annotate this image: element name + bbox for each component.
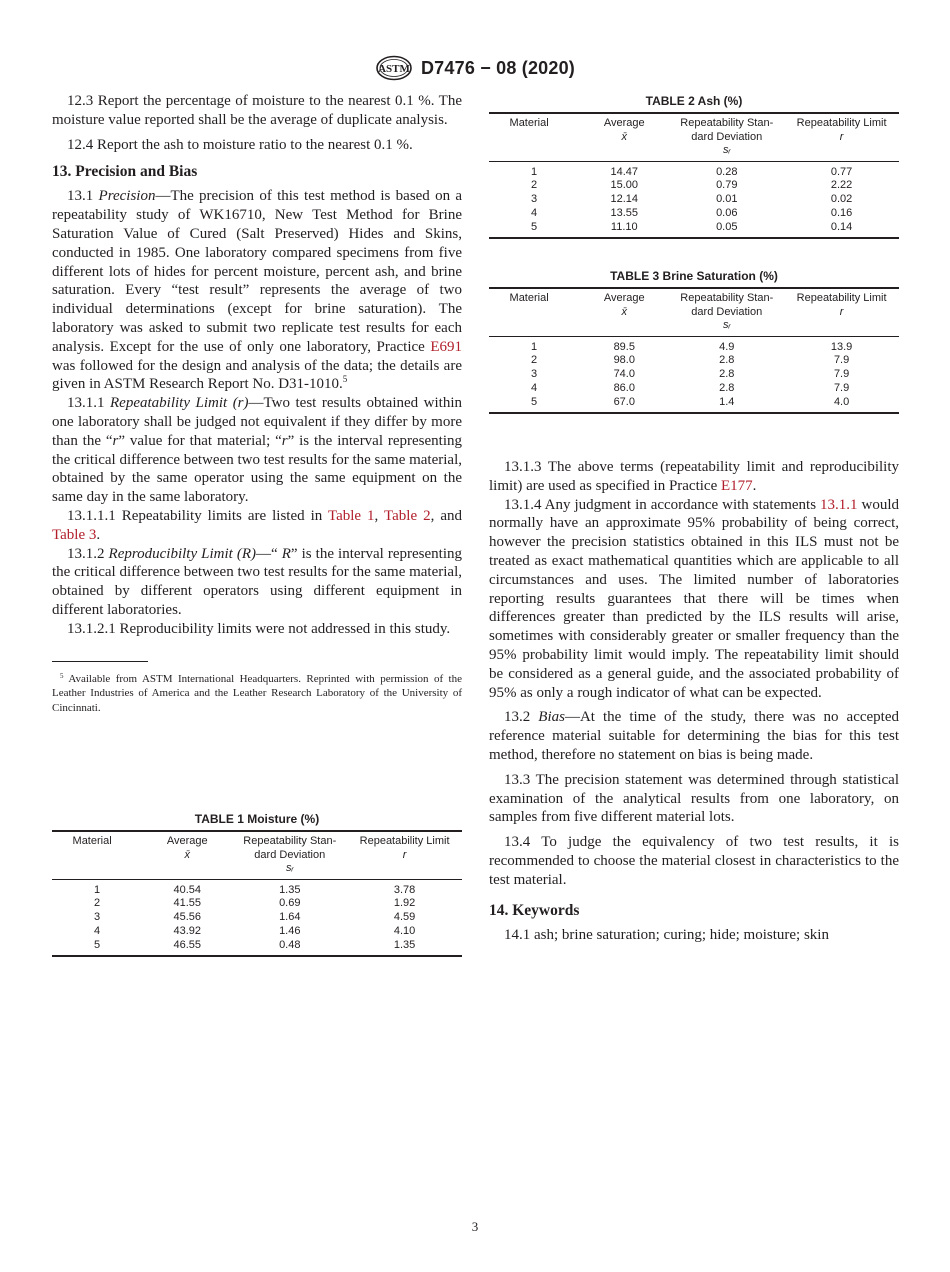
term-precision: Precision <box>98 188 156 205</box>
table-row: 3 74.0 2.8 7.9 <box>531 368 850 381</box>
col-header-average: Average x̄ <box>603 292 645 318</box>
table-row: 3 45.56 1.64 4.59 <box>94 911 416 924</box>
section-heading-14: 14. Keywords <box>489 901 580 919</box>
col-header-material: Material <box>72 835 112 847</box>
link-13-1-1[interactable]: 13.1.1 <box>820 496 858 513</box>
link-table-3[interactable]: Table 3 <box>52 526 97 543</box>
document-id: D7476 − 08 (2020) <box>420 57 575 78</box>
para-13-1-4: 13.1.4 Any judgment in accordance with statements 13.1.1 would normally have an approximate 95% probability of being correct, however the precision statistics obtained in this ILS must not be treated as exact mathematical quantities which are applicable to all circumstances and uses. The limited number of laboratories reporting results guarantees that there will be times when differences greater than predicted by the ILS results will arise, sometimes with considerably greater or smaller frequency than the 95% probability limit would imply. The repeatability limit should be considered as a general guide, and the associated probability of 95% as only a rough indicator of what can be expected. <box>489 496 899 701</box>
col-header-average: Average x̄ <box>166 835 208 861</box>
para-13-3: 13.3 The precision statement was determined through statistical examination of the analytical results from one laboratory, on samples from five different material lots. <box>489 771 899 826</box>
para-13-4: 13.4 To judge the equivalency of two test results, it is recommended to choose the material closest in characteristics to the test material. <box>489 834 899 888</box>
term-bias: Bias <box>538 709 565 726</box>
section-heading-13: 13. Precision and Bias <box>52 163 198 181</box>
table-row: 2 98.0 2.8 7.9 <box>531 354 850 367</box>
col-header-limit: Repeatability Limit r <box>796 117 887 143</box>
col-header-material: Material <box>509 117 549 129</box>
term-repeatability-limit: Repeatability Limit (r) <box>110 395 249 412</box>
table-row: 5 46.55 0.48 1.35 <box>94 938 416 951</box>
table-3-brine-saturation <box>489 269 899 414</box>
table-row: 1 40.54 1.35 3.78 <box>94 883 416 896</box>
para-13-1-2-1: 13.1.2.1 Reproducibility limits were not addressed in this study. <box>67 620 451 637</box>
page-header <box>0 54 950 84</box>
link-e691[interactable]: E691 <box>430 338 462 355</box>
table-2-grid <box>489 112 899 239</box>
para-13-2: 13.2 Bias—At the time of the study, there was no accepted reference material suitable for determining the bias for this test method, therefore no statement on bias is being made. <box>489 709 899 763</box>
para-13-1-1-1: 13.1.1.1 Repeatability limits are listed in Table 1, Table 2, and Table 3. <box>52 507 462 543</box>
term-reproducibility-limit: Reproducibilty Limit (R) <box>108 545 257 562</box>
para-13-1: 13.1 Precision—The precision of this test method is based on a repeatability study of WK16710, New Test Method for Brine Saturation Value of Cured (Salt Preserved) Hides and Skins, conducted in 1985. One laboratory compared specimens from five different lots of hides for percent moisture, percent ash, and brine saturation. Every “test result” represents the average of two individual determinations (except for brine saturation). The laboratory was asked to submit two replicate test results for each analysis. Except for the use of only one laboratory, Practice E691 was followed for the design and analysis of the data; the details are given in ASTM Research Report No. D31-1010.$^5$ <box>52 188 463 393</box>
para-13-1-2: 13.1.2 Reproducibilty Limit (R)—“ R” is the interval representing the critical difference between two test results for the same material, obtained by different operators using different equipment in different laboratories. <box>52 545 463 618</box>
table-row: 3 12.14 0.01 0.02 <box>531 193 853 206</box>
table-row: 1 14.47 0.28 0.77 <box>531 165 853 178</box>
table-row: 4 43.92 1.46 4.10 <box>94 924 416 937</box>
table-row: 5 67.0 1.4 4.0 <box>531 395 850 408</box>
col-header-limit: Repeatability Limit r <box>359 835 450 861</box>
table-row: 2 41.55 0.69 1.92 <box>94 897 416 910</box>
link-e177[interactable]: E177 <box>721 477 753 494</box>
table-row: 4 86.0 2.8 7.9 <box>531 381 850 394</box>
table-1-grid <box>52 830 462 957</box>
table-3-title: TABLE 3 Brine Saturation (%) <box>610 269 778 283</box>
page-number: 3 <box>471 1219 479 1234</box>
para-12-4: 12.4 Report the ash to moisture ratio to the nearest 0.1 %. <box>67 136 413 153</box>
para-12-3: 12.3 Report the percentage of moisture to the nearest 0.1 %. The moisture value reported shall be the average of duplicate analysis. <box>52 93 462 128</box>
svg-text:ASTM: ASTM <box>378 63 410 75</box>
astm-logo-icon <box>375 54 413 82</box>
col-header-std-dev: Repeatability Stan- dard Deviation sᵣ <box>680 117 774 156</box>
footnote-divider <box>52 661 148 662</box>
para-13-1-1: 13.1.1 Repeatability Limit (r)—Two test results obtained within one laboratory shall be judged not equivalent if they differ by more than the “r” value for that material; “r” is the interval representing the critical difference between two test results for the same material, obtained by the same operator using the same equipment on the same day in the same laboratory. <box>52 395 463 506</box>
table-row: 2 15.00 0.79 2.22 <box>531 179 853 192</box>
table-row: 4 13.55 0.06 0.16 <box>531 206 853 219</box>
table-row: 5 11.10 0.05 0.14 <box>531 220 853 233</box>
right-column <box>489 458 899 944</box>
footnote-5: $^5$ Available from ASTM International Headquarters. Reprinted with permission of the Leather Industries of America and the Leather Research Laboratory of the University of Cincinnati. <box>52 671 462 714</box>
col-header-limit: Repeatability Limit r <box>796 292 887 318</box>
para-13-1-3: 13.1.3 The above terms (repeatability limit and reproducibility limit) are used as specified in Practice E177. <box>489 459 899 494</box>
col-header-material: Material <box>509 292 549 304</box>
col-header-std-dev: Repeatability Stan- dard Deviation sᵣ <box>680 292 774 331</box>
col-header-std-dev: Repeatability Stan- dard Deviation sᵣ <box>243 835 337 874</box>
table-2-ash <box>489 94 899 239</box>
table-row: 1 89.5 4.9 13.9 <box>531 340 853 353</box>
table-2-title: TABLE 2 Ash (%) <box>645 94 743 108</box>
table-3-grid <box>489 287 899 414</box>
link-table-2[interactable]: Table 2 <box>384 507 431 524</box>
left-column <box>52 92 462 716</box>
table-1-moisture <box>52 812 462 957</box>
para-14-1: 14.1 ash; brine saturation; curing; hide; moisture; skin <box>504 926 829 943</box>
footnote-ref-5: 5 <box>342 374 348 385</box>
col-header-average: Average x̄ <box>603 117 645 143</box>
table-1-title: TABLE 1 Moisture (%) <box>194 812 320 826</box>
link-table-1[interactable]: Table 1 <box>327 507 375 524</box>
